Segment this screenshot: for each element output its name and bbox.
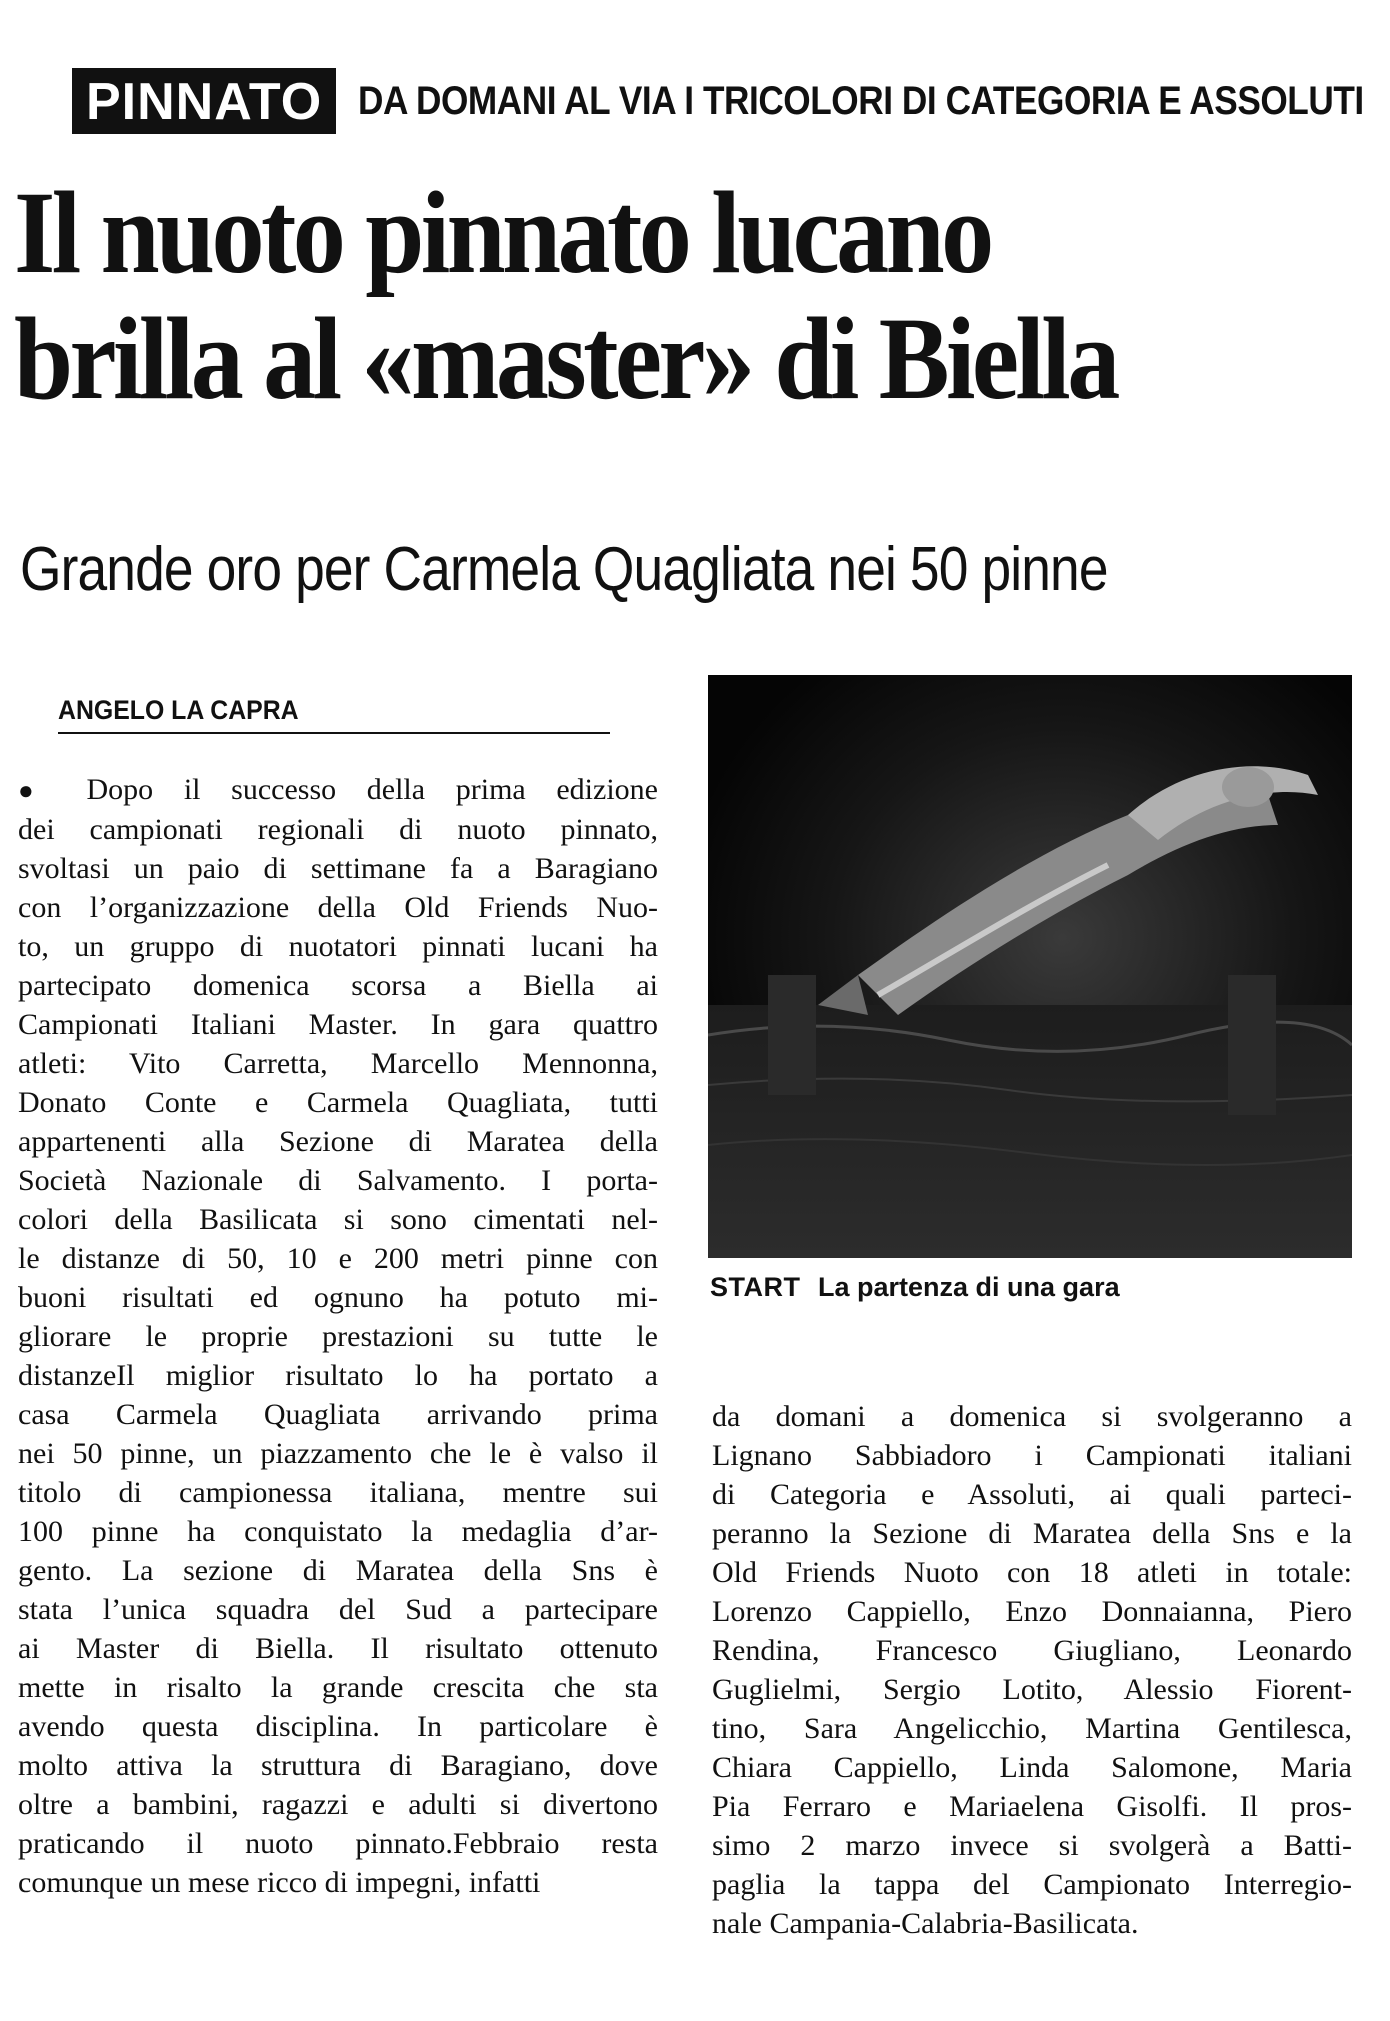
headline-line-1: Il nuoto pinnato lucano — [14, 167, 991, 298]
article-line: mette in risalto la grande crescita che sta — [18, 1671, 658, 1704]
article-line: comunque un mese ricco di impegni, infatti — [18, 1866, 541, 1899]
section-tag: PINNATO — [72, 68, 336, 134]
kicker-text: DA DOMANI AL VIA I TRICOLORI DI CATEGORIA E ASSOLUTI — [358, 78, 1364, 123]
article-line: gliorare le proprie prestazioni su tutte le — [18, 1320, 658, 1353]
caption-text: La partenza di una gara — [818, 1272, 1120, 1302]
article-line: partecipato domenica scorsa a Biella ai — [18, 969, 658, 1002]
article-line: peranno la Sezione di Maratea della Sns e la — [712, 1517, 1352, 1550]
article-line: svoltasi un paio di settimane fa a Baragiano — [18, 852, 658, 885]
article-line: gento. La sezione di Maratea della Sns è — [18, 1554, 658, 1587]
article-line: Chiara Cappiello, Linda Salomone, Maria — [712, 1751, 1352, 1784]
article-line: praticando il nuoto pinnato.Febbraio resta — [18, 1827, 658, 1860]
article-line: distanzeIl miglior risultato lo ha portato a — [18, 1359, 658, 1392]
article-line: buoni risultati ed ognuno ha potuto mi- — [18, 1281, 658, 1314]
article-line: stata l’unica squadra del Sud a partecipare — [18, 1593, 658, 1626]
article-line: di Categoria e Assoluti, ai quali parteci- — [712, 1478, 1352, 1511]
article-line: atleti: Vito Carretta, Marcello Mennonna, — [18, 1047, 658, 1080]
photo-caption — [710, 1272, 1120, 1303]
article-column-left — [18, 770, 658, 1902]
article-line: appartenenti alla Sezione di Maratea della — [18, 1125, 658, 1158]
article-line: titolo di campionessa italiana, mentre sui — [18, 1476, 658, 1509]
bullet-icon: ● — [18, 776, 87, 805]
article-line: dei campionati regionali di nuoto pinnato, — [18, 813, 658, 846]
article-line: Guglielmi, Sergio Lotito, Alessio Fiorent- — [712, 1673, 1352, 1706]
article-line: molto attiva la struttura di Baragiano, dove — [18, 1749, 658, 1782]
article-line: tino, Sara Angelicchio, Martina Gentilesca, — [712, 1712, 1352, 1745]
article-line: casa Carmela Quagliata arrivando prima — [18, 1398, 658, 1431]
subheadline: Grande oro per Carmela Quagliata nei 50 pinne — [20, 535, 1108, 604]
article-line-text: Dopo il successo della prima edizione — [86, 773, 658, 806]
article-line: Società Nazionale di Salvamento. I porta- — [18, 1164, 658, 1197]
article-line — [18, 770, 658, 810]
article-line: Lorenzo Cappiello, Enzo Donnaianna, Piero — [712, 1595, 1352, 1628]
article-line: le distanze di 50, 10 e 200 metri pinne con — [18, 1242, 658, 1275]
article-line: nale Campania-Calabria-Basilicata. — [712, 1907, 1139, 1940]
photo-image — [708, 675, 1352, 1258]
article-line: Campionati Italiani Master. In gara quattro — [18, 1008, 658, 1041]
byline: ANGELO LA CAPRA — [58, 695, 610, 734]
article-line: da domani a domenica si svolgeranno a — [712, 1400, 1352, 1433]
article-column-right — [712, 1397, 1352, 1943]
article-line: ai Master di Biella. Il risultato ottenuto — [18, 1632, 658, 1665]
article-line: Old Friends Nuoto con 18 atleti in totale: — [712, 1556, 1352, 1589]
article-line: oltre a bambini, ragazzi e adulti si divertono — [18, 1788, 658, 1821]
headline — [14, 167, 1238, 424]
article-line: to, un gruppo di nuotatori pinnati lucani ha — [18, 930, 658, 963]
kicker — [72, 68, 1390, 134]
caption-label: START — [710, 1272, 801, 1302]
article-line: Pia Ferraro e Mariaelena Gisolfi. Il pros- — [712, 1790, 1352, 1823]
article-line: Lignano Sabbiadoro i Campionati italiani — [712, 1439, 1352, 1472]
article-line: avendo questa disciplina. In particolare è — [18, 1710, 658, 1743]
headline-line-2: brilla al «master» di Biella — [14, 293, 1117, 424]
article-line: colori della Basilicata si sono cimentati nel- — [18, 1203, 658, 1236]
photo-swimmer-start — [708, 675, 1352, 1258]
article-line: Rendina, Francesco Giugliano, Leonardo — [712, 1634, 1352, 1667]
article-line: con l’organizzazione della Old Friends Nuo- — [18, 891, 658, 924]
article-line: Donato Conte e Carmela Quagliata, tutti — [18, 1086, 658, 1119]
article-line: simo 2 marzo invece si svolgerà a Batti- — [712, 1829, 1352, 1862]
article-line: 100 pinne ha conquistato la medaglia d’ar- — [18, 1515, 658, 1548]
article-line: nei 50 pinne, un piazzamento che le è valso il — [18, 1437, 658, 1470]
article-line: paglia la tappa del Campionato Interregio- — [712, 1868, 1352, 1901]
